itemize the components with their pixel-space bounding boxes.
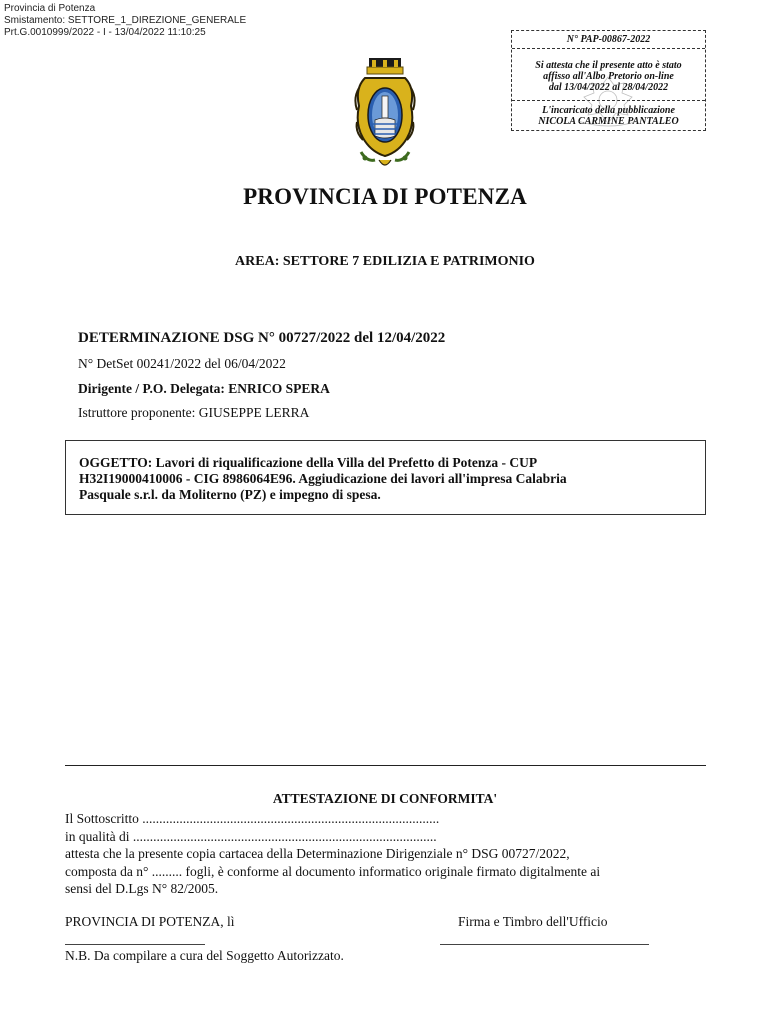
- protocol-routing: Smistamento: SETTORE_1_DIREZIONE_GENERALE: [4, 15, 247, 26]
- attestazione-text: sensi del D.Lgs N° 82/2005.: [65, 881, 219, 896]
- stamp-line: Si attesta che il presente atto è stato: [535, 60, 682, 71]
- stamp-line: L'incaricato della pubblicazione: [542, 105, 675, 116]
- qualita-line: in qualità di ..........................................................................................: [65, 828, 437, 844]
- oggetto-box: [65, 440, 706, 515]
- oggetto-line: OGGETTO: Lavori di riqualificazione della Villa del Prefetto di Potenza - CUP: [79, 455, 538, 470]
- attestazione-title: ATTESTAZIONE DI CONFORMITA': [272, 791, 498, 806]
- area-heading: AREA: SETTORE 7 EDILIZIA E PATRIMONIO: [235, 254, 535, 269]
- attestazione-text: attesta che la presente copia cartacea della Determinazione Dirigenziale n° DSG 00727/2022,: [65, 846, 570, 861]
- oggetto-line: Pasquale s.r.l. da Moliterno (PZ) e impegno di spesa.: [79, 487, 381, 502]
- protocol-entity: Provincia di Potenza: [4, 3, 96, 14]
- stamp-officer-name: NICOLA CARMINE PANTALEO: [538, 116, 679, 127]
- sottoscritto-line: Il Sottoscritto ........................................................................................: [65, 811, 440, 826]
- attestazione-text: composta da n° ......... fogli, è conforme al documento informatico originale firmato digitalmente ai: [65, 863, 601, 879]
- attestazione-body: [65, 810, 710, 898]
- dirigente-line: Dirigente / P.O. Delegata: ENRICO SPERA: [78, 381, 330, 396]
- document-title: PROVINCIA DI POTENZA: [243, 184, 527, 209]
- signature-line: [440, 944, 649, 945]
- detset-number: N° DetSet 00241/2022 del 06/04/2022: [78, 356, 286, 371]
- protocol-header: [4, 3, 246, 39]
- oggetto-line: H32I19000410006 - CIG 8986064E96. Aggiudicazione dei lavori all'impresa Calabria: [79, 471, 567, 486]
- place-date-label: PROVINCIA DI POTENZA, lì: [65, 914, 235, 929]
- stamp-attestation: [512, 49, 705, 101]
- publication-stamp: [511, 30, 706, 131]
- stamp-number: N° PAP-00867-2022: [512, 31, 705, 49]
- section-divider: [65, 765, 706, 766]
- istruttore-line: Istruttore proponente: GIUSEPPE LERRA: [78, 405, 310, 420]
- place-date-line: [65, 944, 205, 945]
- stamp-officer: [512, 101, 705, 127]
- stamp-line: affisso all'Albo Pretorio on-line: [543, 71, 674, 82]
- coat-of-arms-icon: [353, 58, 417, 170]
- protocol-number: Prt.G.0010999/2022 - I - 13/04/2022 11:10:25: [4, 27, 206, 38]
- stamp-line: dal 13/04/2022 al 28/04/2022: [548, 82, 669, 93]
- signature-label: Firma e Timbro dell'Ufficio: [458, 914, 608, 929]
- footnote: N.B. Da compilare a cura del Soggetto Autorizzato.: [65, 948, 344, 963]
- determinazione-title: DETERMINAZIONE DSG N° 00727/2022 del 12/04/2022: [78, 330, 446, 346]
